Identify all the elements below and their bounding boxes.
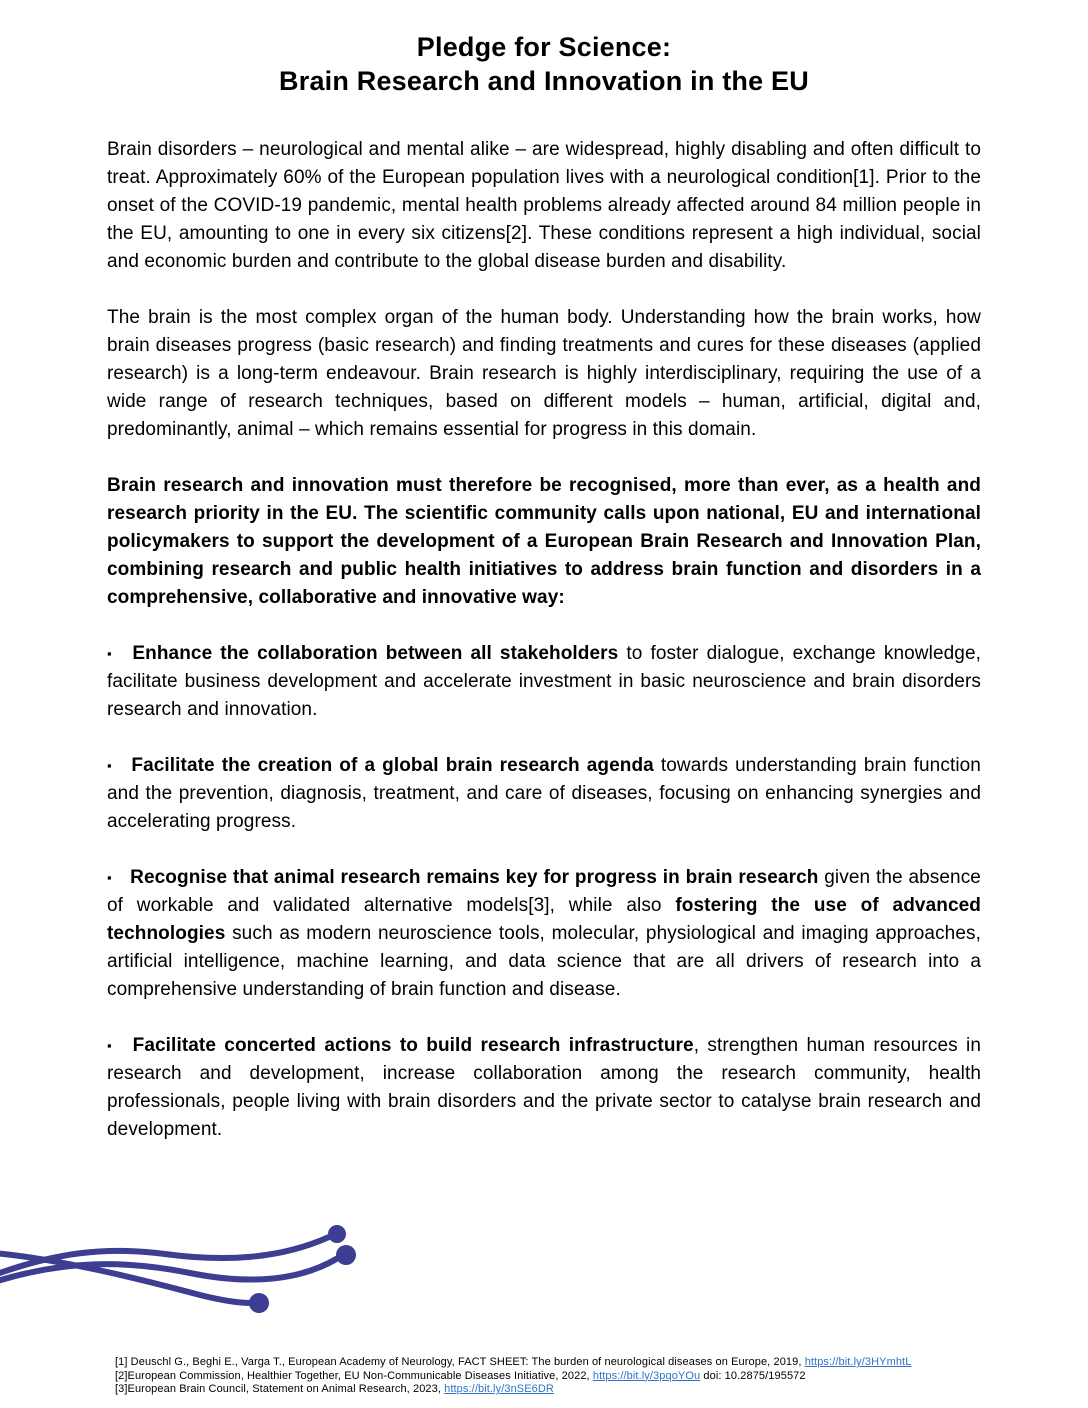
bullet-bold-lead: Facilitate concerted actions to build research infrastructure <box>132 1035 694 1056</box>
synapse-dot-icon <box>328 1225 346 1243</box>
bullet-square-icon: ▪ <box>107 1038 115 1053</box>
footnote-text: [2]European Commission, Healthier Together, EU Non-Communicable Diseases Initiative, 2022, <box>115 1369 593 1382</box>
footnote-2 <box>115 1370 1025 1384</box>
bullet-square-icon: ▪ <box>107 870 113 885</box>
synapse-dot-icon <box>249 1293 269 1313</box>
bullet-bold-inline: fostering the use of advanced technologies <box>107 895 981 944</box>
paragraph-brain-complexity: The brain is the most complex organ of the human body. Understanding how the brain works, how brain diseases progress (basic research) and finding treatments and cures for these diseases (applied research) is a long-term endeavour. Brain research is highly interdisciplinary, requiring the use of a wide range of research techniques, based on different models – human, artificial, digital and, predominantly, animal – which remains essential for progress in this domain. <box>107 307 981 440</box>
bullet-square-icon: ▪ <box>107 758 114 773</box>
bullet-item-animal-research <box>107 864 981 1004</box>
bullet-item-enhance-collaboration <box>107 640 981 724</box>
wave-line-middle <box>0 1237 329 1275</box>
neural-wave-lines-graphic <box>0 1215 420 1335</box>
document-content <box>107 0 981 1144</box>
bullet-bold-lead: Recognise that animal research remains key for progress in brain research <box>130 867 819 888</box>
bullet-body-text: such as modern neuroscience tools, molecular, physiological and imaging approaches, artificial intelligence, machine learning, and data science that are all drivers of research into a comprehensive understanding of brain function and disease. <box>107 923 981 1000</box>
bullet-body-text: to foster dialogue, exchange knowledge, facilitate business development and accelerate investment in basic neuroscience and brain disorders research and innovation. <box>107 643 981 720</box>
wave-line-bottom <box>0 1258 338 1282</box>
footnote-suffix: doi: 10.2875/195572 <box>700 1369 806 1382</box>
bullet-body-text: given the absence of workable and validated alternative models[3], while also <box>107 867 981 916</box>
page-title-line-2: Brain Research and Innovation in the EU <box>279 66 809 96</box>
synapse-dot-icon <box>336 1245 356 1265</box>
bullet-body-text: , strengthen human resources in research and development, increase collaboration among the research community, health professionals, people living with brain disorders and the private sector to catalyse brain research and development. <box>107 1035 981 1140</box>
footnote-3 <box>115 1383 1025 1397</box>
bullet-square-icon: ▪ <box>107 646 115 661</box>
footnote-text: [1] Deuschl G., Beghi E., Varga T., European Academy of Neurology, FACT SHEET: The burden of neurological diseases on Europe, 2019, <box>115 1356 805 1368</box>
footnote-link[interactable]: https://bit.ly/3nSE6DR <box>444 1383 554 1395</box>
paragraph-brain-disorders: Brain disorders – neurological and mental alike – are widespread, highly disabling and often difficult to treat. Approximately 60% of the European population lives with a neurological condition[1]. Prior to the onset of the COVID-19 pandemic, mental health problems already affected around 84 million people in the EU, amounting to one in every six citizens[2]. These conditions represent a high individual, social and economic burden and contribute to the global disease burden and disability. <box>107 139 981 272</box>
bullet-item-research-infrastructure <box>107 1032 981 1144</box>
page-title-line-1: Pledge for Science: <box>416 32 672 62</box>
wave-line-top <box>0 1253 251 1303</box>
footnote-text: [3]European Brain Council, Statement on Animal Research, 2023, <box>115 1383 445 1395</box>
page-title <box>107 30 981 98</box>
bullet-bold-lead: Facilitate the creation of a global brain research agenda <box>131 755 654 776</box>
bullet-body-text: towards understanding brain function and the prevention, diagnosis, treatment, and care of diseases, focusing on enhancing synergies and accelerating progress. <box>107 755 981 832</box>
paragraph-call-to-action: Brain research and innovation must therefore be recognised, more than ever, as a health and research priority in the EU. The scientific community calls upon national, EU and international policymakers to support the development of a European Brain Research and Innovation Plan, combining research and public health initiatives to address brain function and disorders in a comprehensive, collaborative and innovative way: <box>107 475 981 608</box>
bullet-bold-lead: Enhance the collaboration between all stakeholders <box>132 643 619 664</box>
bullet-item-global-agenda <box>107 752 981 836</box>
footnote-link[interactable]: https://bit.ly/3HYmhtL <box>804 1356 912 1368</box>
footnote-1 <box>115 1356 1025 1370</box>
footnote-link[interactable]: https://bit.ly/3pqoYOu <box>592 1369 701 1382</box>
footnotes-section <box>115 1356 1025 1397</box>
